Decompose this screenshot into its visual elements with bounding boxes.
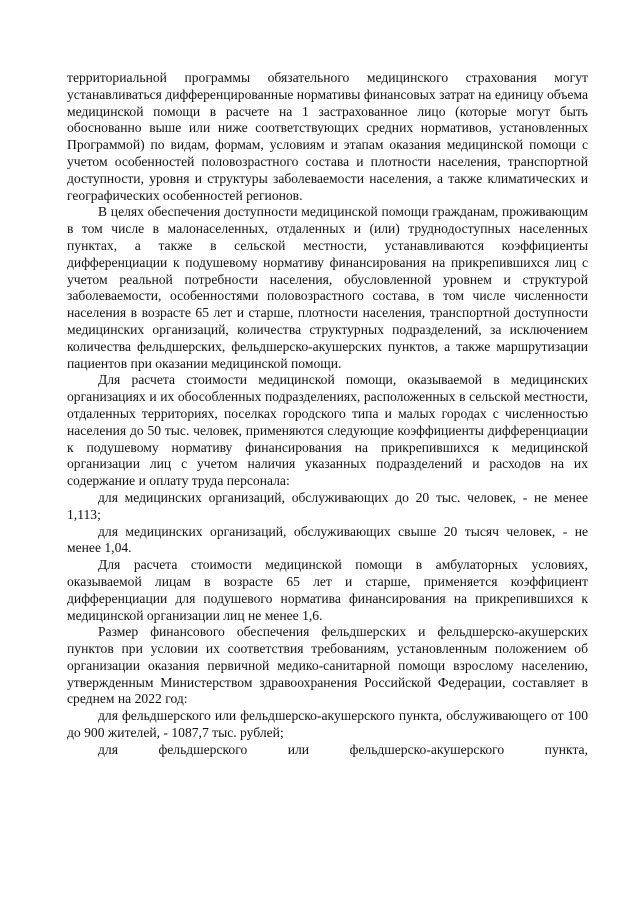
paragraph-8: для фельдшерского или фельдшерско-акушерского пункта, обслуживающего от 100 до 900 жителей, - 1087,7 тыс. рублей; [67, 708, 588, 741]
paragraph-4: для медицинских организаций, обслуживающих до 20 тыс. человек, - не менее 1,113; [67, 489, 588, 522]
paragraph-9: для фельдшерского или фельдшерско-акушерского пункта, [98, 741, 588, 757]
paragraph-5: для медицинских организаций, обслуживающих свыше 20 тысяч человек, - не менее 1,04. [67, 523, 588, 556]
paragraph-1: территориальной программы обязательного медицинского страхования могут устанавливаться дифференцированные нормативы финансовых затрат на единицу объема медицинской помощи в расчете на 1 застрахованное лицо (которые могут быть обоснованно выше или ниже соответствующих средних нормативов, установленных Программой) по видам, формам, условиям и этапам оказания медицинской помощи с учетом особенностей половозрастного состава и плотности населения, транспортной доступности, уровня и структуры заболеваемости населения, а также климатических и географических особенностей регионов. [67, 70, 588, 203]
paragraph-6: Для расчета стоимости медицинской помощи в амбулаторных условиях, оказываемой лицам в возрасте 65 лет и старше, применяется коэффициент дифференциации для подушевого норматива финансирования на прикрепившихся к медицинской организации лиц не менее 1,6. [67, 557, 588, 623]
document-page [67, 70, 588, 759]
paragraph-2: В целях обеспечения доступности медицинской помощи гражданам, проживающим в том числе в малонаселенных, отдаленных и (или) труднодоступных населенных пунктах, а также в сельской местности, устанавливаются коэффициенты дифференциации к подушевому нормативу финансирования на прикрепившихся лиц с учетом реальной потребности населения, обусловленной уровнем и структурой заболеваемости, особенностями половозрастного состава, в том числе численности населения в возрасте 65 лет и старше, плотности населения, транспортной доступности медицинских организаций, количества структурных подразделений, за исключением количества фельдшерских, фельдшерско-акушерских пунктов, а также маршрутизации пациентов при оказании медицинской помощи. [67, 204, 588, 371]
paragraph-7: Размер финансового обеспечения фельдшерских и фельдшерско-акушерских пунктов при условии их соответствия требованиям, установленным положением об организации оказания первичной медико-санитарной помощи взрослому населению, утвержденным Министерством здравоохранения Российской Федерации, составляет в среднем на 2022 год: [67, 624, 588, 707]
paragraph-3: Для расчета стоимости медицинской помощи, оказываемой в медицинских организациях и их обособленных подразделениях, расположенных в сельской местности, отдаленных территориях, поселках городского типа и малых городах с численностью населения до 50 тыс. человек, применяются следующие коэффициенты дифференциации к подушевому нормативу финансирования на прикрепившихся к медицинской организации лиц с учетом наличия указанных подразделений и расходов на их содержание и оплату труда персонала: [67, 372, 588, 489]
